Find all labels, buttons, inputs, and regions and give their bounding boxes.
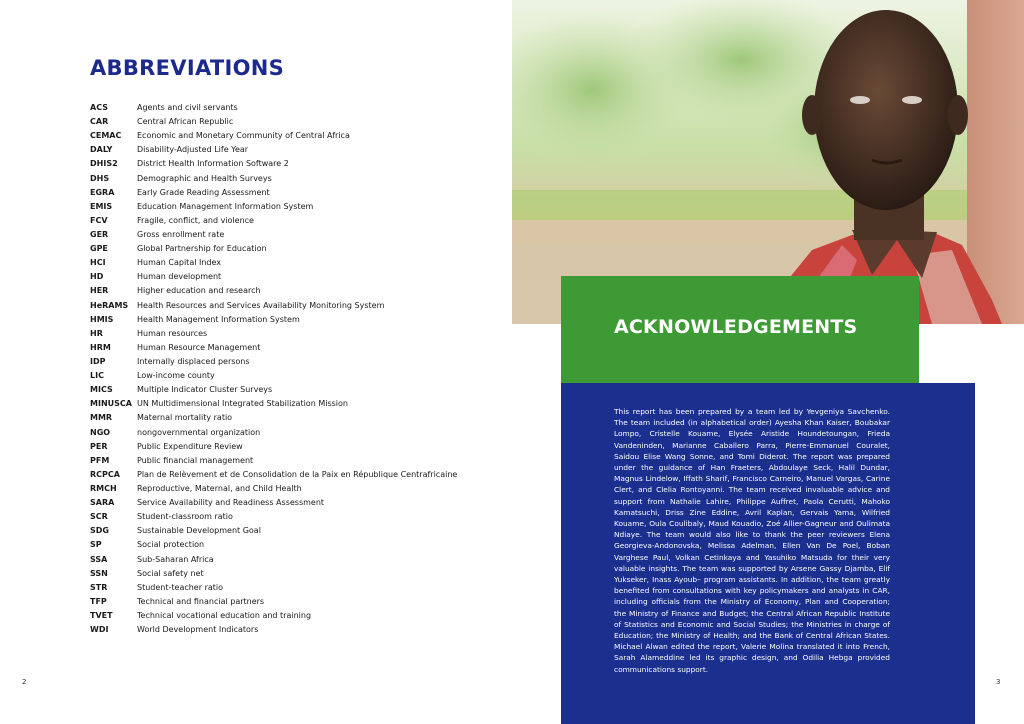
abbreviation-code: GPE xyxy=(90,244,108,254)
abbreviation-definition: Multiple Indicator Cluster Surveys xyxy=(137,385,273,395)
abbreviation-code: SSA xyxy=(90,554,108,564)
abbreviation-row xyxy=(90,186,500,200)
abbreviation-row xyxy=(90,341,500,355)
abbreviation-row xyxy=(90,383,500,397)
abbreviation-code: HR xyxy=(90,328,103,338)
page-number: 2 xyxy=(22,678,27,686)
abbreviation-code: SSN xyxy=(90,568,108,578)
abbreviation-code: PFM xyxy=(90,455,110,465)
abbreviation-code: DALY xyxy=(90,145,113,155)
abbreviation-row xyxy=(90,397,500,411)
abbreviation-row xyxy=(90,454,500,468)
abbreviation-definition: Global Partnership for Education xyxy=(137,244,267,254)
abbreviation-row xyxy=(90,369,500,383)
abbreviation-code: HRM xyxy=(90,342,111,352)
abbreviation-row xyxy=(90,623,500,637)
abbreviation-row xyxy=(90,538,500,552)
abbreviation-code: CAR xyxy=(90,117,109,127)
abbreviations-list xyxy=(90,101,500,637)
abbreviation-row xyxy=(90,242,500,256)
acknowledgements-title: ACKNOWLEDGEMENTS xyxy=(614,316,858,338)
abbreviation-row xyxy=(90,510,500,524)
abbreviation-row xyxy=(90,270,500,284)
abbreviation-code: PER xyxy=(90,441,108,451)
abbreviation-code: HeRAMS xyxy=(90,300,129,310)
abbreviation-definition: Maternal mortality ratio xyxy=(137,413,233,423)
abbreviation-code: SDG xyxy=(90,526,109,536)
abbreviation-code: GER xyxy=(90,229,109,239)
abbreviation-definition: Student-classroom ratio xyxy=(137,512,233,522)
abbreviation-code: EMIS xyxy=(90,201,113,211)
abbreviation-definition: Sustainable Development Goal xyxy=(137,526,261,536)
abbreviation-code: MMR xyxy=(90,413,113,423)
abbreviation-definition: Human Resource Management xyxy=(137,342,261,352)
abbreviation-definition: Public financial management xyxy=(137,455,254,465)
page-title: ABBREVIATIONS xyxy=(90,56,285,80)
abbreviation-row xyxy=(90,228,500,242)
abbreviation-definition: UN Multidimensional Integrated Stabilization Mission xyxy=(137,399,348,409)
abbreviation-code: SCR xyxy=(90,512,108,522)
abbreviation-row xyxy=(90,299,500,313)
abbreviation-definition: Demographic and Health Surveys xyxy=(137,173,272,183)
abbreviation-definition: Disability-Adjusted Life Year xyxy=(137,145,249,155)
acknowledgements-body: This report has been prepared by a team led by Yevgeniya Savchenko. The team included (in alphabetical order) Ayesha Khan Kaiser, Boubakar Lompo, Cristelle Kouame, Elysée Aristide Houndetoungan, Frieda Vandeninden, Marianne Caballero Parra, Pierre-Emmanuel Couralet, Saidou Elise Wang Sonne, and Tomi Diderot. The report was prepared under the guidance of Han Fraeters, Abdoulaye Seck, Halil Dundar, Magnus Lindelow, Iffath Sharif, Francisco Carneiro, Manuel Vargas, Carine Clert, and Clelia Rontoyanni. The team received invaluable advice and support from Nathalie Lahire, Philippe Auffret, Paola Cerutti, Mahoko Kamatsuchi, Driss Zine Eddine, Avril Kaplan, Gervais Yama, Wilfried Kouame, Oula Coulibaly, Maud Kouadio, Zoé Allier-Gagneur and Oulimata Ndiaye. The team would also like to thank the peer reviewers Elena Georgieva-Andonovska, Melissa Adelman, Ellen Van De Poel, Boban Varghese Paul, Volkan Cetinkaya and Yasuhiko Matsuda for their very valuable insights. The team was supported by Arsene Gassy Djamba, Elif Yukseker, Inass Ayoub– program assistants. In addition, the team greatly benefited from consultations with key policymakers and analysts in CAR, including officials from the Ministry of Economy, Plan and Cooperation; the Ministry of Finance and Budget; the Central African Republic Institute of Statistics and Economic and Social Studies; the Ministries in charge of Education; the Ministry of Health; and the Bank of Central African States. Michael Alwan edited the report, Valerie Molina translated it into French, Sarah Alameddine led its graphic design, and Odilia Hebga provided communications support. xyxy=(614,407,890,674)
abbreviation-definition: Higher education and research xyxy=(137,286,261,296)
abbreviation-definition: Fragile, conflict, and violence xyxy=(137,215,254,225)
abbreviation-definition: Student-teacher ratio xyxy=(137,582,224,592)
abbreviation-row xyxy=(90,313,500,327)
abbreviation-code: HCI xyxy=(90,258,106,268)
abbreviation-definition: Social safety net xyxy=(137,568,204,578)
abbreviation-definition: Education Management Information System xyxy=(137,201,314,211)
abbreviation-row xyxy=(90,609,500,623)
abbreviation-code: HER xyxy=(90,286,109,296)
abbreviation-code: STR xyxy=(90,582,108,592)
abbreviation-code: MINUSCA xyxy=(90,399,132,409)
abbreviation-row xyxy=(90,426,500,440)
abbreviation-row xyxy=(90,440,500,454)
abbreviation-code: TFP xyxy=(90,596,107,606)
abbreviation-definition: nongovernmental organization xyxy=(137,427,261,437)
abbreviation-code: HD xyxy=(90,272,104,282)
abbreviation-row xyxy=(90,284,500,298)
abbreviation-code: SARA xyxy=(90,498,115,508)
abbreviation-definition: Plan de Relèvement et de Consolidation de la Paix en République Centrafricaine xyxy=(137,469,458,479)
abbreviation-row xyxy=(90,172,500,186)
abbreviation-row xyxy=(90,482,500,496)
abbreviation-row xyxy=(90,115,500,129)
abbreviation-definition: Low-income county xyxy=(137,371,215,381)
abbreviation-definition: Early Grade Reading Assessment xyxy=(137,187,270,197)
abbreviation-row xyxy=(90,214,500,228)
abbreviation-code: RMCH xyxy=(90,483,117,493)
abbreviation-row xyxy=(90,468,500,482)
abbreviation-definition: Public Expenditure Review xyxy=(137,441,243,451)
abbreviation-code: HMIS xyxy=(90,314,114,324)
abbreviation-definition: Technical and financial partners xyxy=(137,596,265,606)
abbreviation-definition: Human resources xyxy=(137,328,208,338)
abbreviation-row xyxy=(90,595,500,609)
abbreviation-code: LIC xyxy=(90,371,104,381)
abbreviation-definition: Agents and civil servants xyxy=(137,103,238,112)
abbreviation-code: FCV xyxy=(90,215,108,225)
abbreviation-definition: Gross enrollment rate xyxy=(137,229,225,239)
abbreviation-code: ACS xyxy=(90,103,108,112)
abbreviation-code: IDP xyxy=(90,356,106,366)
abbreviation-row xyxy=(90,355,500,369)
abbreviation-code: RCPCA xyxy=(90,469,120,479)
abbreviation-definition: Central African Republic xyxy=(137,117,234,127)
abbreviation-row xyxy=(90,143,500,157)
abbreviation-code: CEMAC xyxy=(90,131,122,141)
abbreviation-row xyxy=(90,411,500,425)
abbreviation-code: DHIS2 xyxy=(90,159,118,169)
abbreviation-code: SP xyxy=(90,540,102,550)
abbreviation-code: WDI xyxy=(90,625,109,635)
abbreviation-row xyxy=(90,553,500,567)
abbreviation-row xyxy=(90,200,500,214)
abbreviation-row xyxy=(90,581,500,595)
abbreviation-row xyxy=(90,101,500,115)
abbreviation-code: TVET xyxy=(90,610,113,620)
abbreviation-row xyxy=(90,129,500,143)
abbreviation-code: MICS xyxy=(90,385,113,395)
abbreviation-row xyxy=(90,567,500,581)
abbreviation-definition: Human development xyxy=(137,272,222,282)
abbreviation-definition: Human Capital Index xyxy=(137,258,222,268)
abbreviation-definition: Service Availability and Readiness Assessment xyxy=(137,498,325,508)
abbreviation-code: EGRA xyxy=(90,187,115,197)
abbreviation-row xyxy=(90,496,500,510)
abbreviation-definition: Reproductive, Maternal, and Child Health xyxy=(137,483,302,493)
abbreviation-row xyxy=(90,157,500,171)
abbreviation-code: DHS xyxy=(90,173,110,183)
abbreviation-definition: Technical vocational education and training xyxy=(137,610,312,620)
abbreviation-definition: Social protection xyxy=(137,540,205,550)
abbreviation-definition: Economic and Monetary Community of Central Africa xyxy=(137,131,350,141)
abbreviation-definition: Internally displaced persons xyxy=(137,356,250,366)
abbreviation-row xyxy=(90,524,500,538)
abbreviation-definition: District Health Information Software 2 xyxy=(137,159,289,169)
abbreviation-definition: Health Management Information System xyxy=(137,314,300,324)
abbreviation-definition: Health Resources and Services Availability Monitoring System xyxy=(137,300,385,310)
page-number: 3 xyxy=(996,678,1001,686)
abbreviation-code: NGO xyxy=(90,427,111,437)
abbreviation-row xyxy=(90,256,500,270)
abbreviation-definition: World Development Indicators xyxy=(137,625,259,635)
abbreviation-definition: Sub-Saharan Africa xyxy=(137,554,214,564)
abbreviation-row xyxy=(90,327,500,341)
